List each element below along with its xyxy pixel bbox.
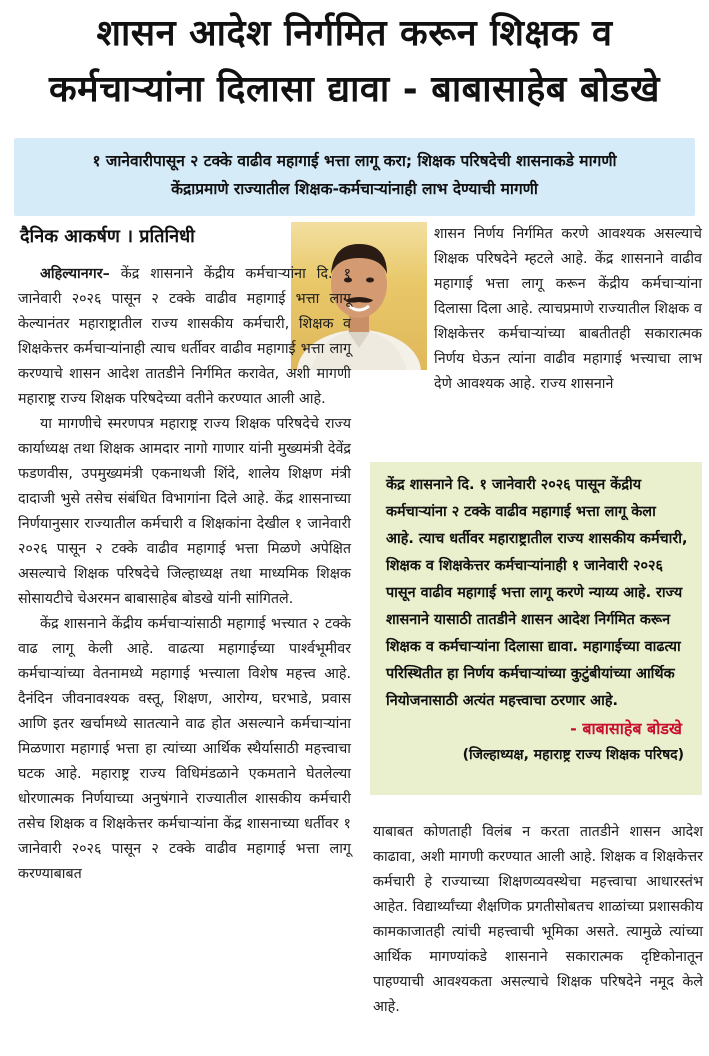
headline-line-1: शासन आदेश निर्गमित करून शिक्षक व [96, 13, 613, 54]
article-right-column-bottom [373, 820, 703, 1020]
quote-box [370, 462, 702, 795]
article-paragraph-2: या मागणीचे स्मरणपत्र महाराष्ट्र राज्य शिक्षक परिषदेचे राज्य कार्याध्यक्ष तथा शिक्षक आमदार नागो गाणार यांनी मुख्यमंत्री देवेंद्र फडणवीस, उपमुख्यमंत्री एकनाथजी शिंदे, शालेय शिक्षण मंत्री दादाजी भुसे तसेच संबंधित विभागांना दिले आहे. केंद्र शासनाच्या निर्णयानुसार राज्यातील कर्मचारी व शिक्षकांना देखील १ जानेवारी २०२६ पासून २ टक्के वाढीव महागाई भत्ता मिळणे अपेक्षित असल्याचे शिक्षक परिषदेचे जिल्हाध्यक्ष तथा माध्यमिक शिक्षक सोसायटीचे चेअरमन बाबासाहेब बोडखे यांनी सांगितले. [18, 416, 351, 607]
article-paragraph-1 [18, 262, 351, 412]
quote-author: - बाबासाहेब बोडखे [570, 719, 682, 738]
article-right-column-top [434, 222, 702, 397]
subheadline-line-1: १ जानेवारीपासून २ टक्के वाढीव महागाई भत्ता लागू करा; शिक्षक परिषदेची शासनाकडे मागणी [92, 152, 617, 170]
quote-text: केंद्र शासनाने दि. १ जानेवारी २०२६ पासून केंद्रीय कर्मचाऱ्यांना २ टक्के वाढीव महागाई भत्ता लागू केला आहे. त्याच धर्तीवर महाराष्ट्रातील राज्य शासकीय कर्मचारी, शिक्षक व शिक्षकेत्तर कर्मचाऱ्यांनाही १ जानेवारी २०२६ पासून वाढीव महागाई भत्ता लागू करणे न्याय्य आहे. राज्य शासनाने यासाठी तातडीने शासन आदेश निर्गमित करून शिक्षक व कर्मचाऱ्यांना दिलासा द्यावा. महागाईच्या वाढत्या परिस्थितीत हा निर्णय कर्मचाऱ्यांच्या कुटुंबीयांच्या आर्थिक नियोजनासाठी अत्यंत महत्त्वाचा ठरणार आहे. [386, 477, 688, 709]
quote-author-role: (जिल्हाध्यक्ष, महाराष्ट्र राज्य शिक्षक परिषद) [462, 747, 684, 763]
headline [0, 6, 709, 118]
dateline: अहिल्यानगर– [40, 266, 110, 282]
byline: दैनिक आकर्षण । प्रतिनिधी [20, 226, 195, 247]
article-paragraph-5: याबाबत कोणताही विलंब न करता तातडीने शासन आदेश काढावा, अशी मागणी करण्यात आली आहे. शिक्षक व शिक्षकेत्तर कर्मचारी हे राज्याच्या शिक्षणव्यवस्थेचा महत्त्वाचा आधारस्तंभ आहेत. विद्यार्थ्यांच्या शैक्षणिक प्रगतीसोबतच शाळांच्या प्रशासकीय कामकाजातही त्यांची महत्त्वाची भूमिका असते. त्यामुळे त्यांच्या आर्थिक मागण्यांकडे शासनाने सकारात्मक दृष्टिकोनातून पाहण्याची आवश्यकता असल्याचे शिक्षक परिषदेने नमूद केले आहे. [373, 824, 703, 1015]
subheadline-line-2: केंद्राप्रमाणे राज्यातील शिक्षक-कर्मचाऱ्यांनाही लाभ देण्याची मागणी [171, 180, 538, 198]
article-paragraph-4: शासन निर्णय निर्गमित करणे आवश्यक असल्याचे शिक्षक परिषदेने म्हटले आहे. केंद्र शासनाने वाढीव महागाई भत्ता लागू करून केंद्रीय कर्मचाऱ्यांना दिलासा दिला आहे. त्याचप्रमाणे राज्यातील शिक्षक व शिक्षकेत्तर कर्मचाऱ्यांच्या बाबतीतही सकारात्मक निर्णय घेऊन त्यांना वाढीव महागाई भत्त्याचा लाभ देणे आवश्यक आहे. राज्य शासनाने [434, 226, 702, 392]
article-paragraph-3: केंद्र शासनाने केंद्रीय कर्मचाऱ्यांसाठी महागाई भत्त्यात २ टक्के वाढ लागू केली आहे. वाढत्या महागाईच्या पार्श्वभूमीवर कर्मचाऱ्यांच्या वेतनामध्ये महागाई भत्त्याला विशेष महत्त्व आहे. दैनंदिन जीवनावश्यक वस्तू, शिक्षण, आरोग्य, घरभाडे, प्रवास आणि इतर खर्चामध्ये सातत्याने वाढ होत असल्याने कर्मचाऱ्यांना मिळणारा महागाई भत्ता हा त्यांच्या आर्थिक स्थैर्यासाठी महत्त्वाचा घटक आहे. महाराष्ट्र राज्य विधिमंडळाने एकमताने घेतलेल्या धोरणात्मक निर्णयाच्या अनुषंगाने राज्यातील शासकीय कर्मचारी तसेच शिक्षक व शिक्षकेत्तर कर्मचाऱ्यांना केंद्र शासनाच्या धर्तीवर १ जानेवारी २०२६ पासून २ टक्के वाढीव महागाई भत्ता लागू करण्याबाबत [18, 616, 351, 882]
article-left-column [18, 262, 351, 887]
paragraph-1-text: केंद्र शासनाने केंद्रीय कर्मचाऱ्यांना दि. १ जानेवारी २०२६ पासून २ टक्के वाढीव महागाई भत्ता लागू केल्यानंतर महाराष्ट्रातील राज्य शासकीय कर्मचारी, शिक्षक व शिक्षकेत्तर कर्मचाऱ्यांनाही त्याच धर्तीवर वाढीव महागाई भत्ता लागू करण्याचे शासन आदेश तातडीने निर्गमित करावेत, अशी मागणी महाराष्ट्र राज्य शिक्षक परिषदेच्या वतीने करण्यात आली आहे. [18, 266, 351, 407]
subheadline-banner [14, 138, 695, 216]
headline-line-2: कर्मचाऱ्यांना दिलासा द्यावा - बाबासाहेब बोडखे [49, 69, 660, 110]
